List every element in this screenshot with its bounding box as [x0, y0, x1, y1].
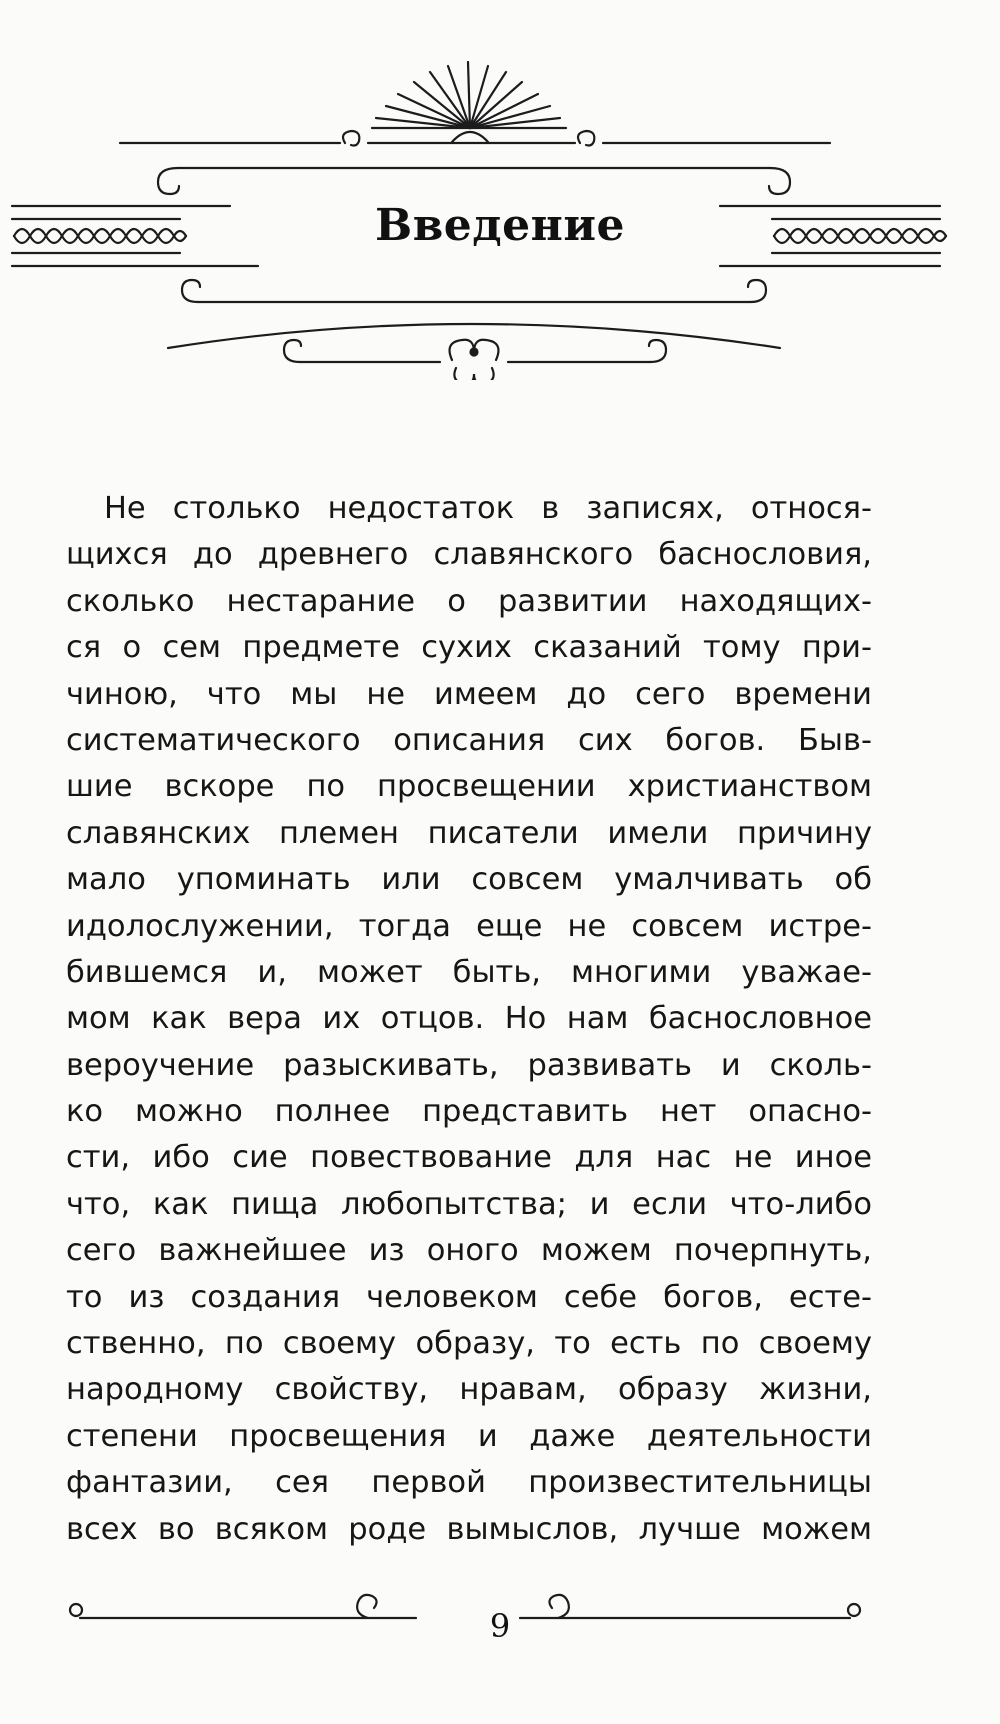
text-line: фантазии, сея первой произвестительницы	[66, 1465, 872, 1501]
text-line: всех во всяком роде вымыслов, лучше можем	[66, 1511, 872, 1547]
text-line: ся о сем предмете сухих сказаний тому при-	[66, 630, 872, 666]
text-line: бившемся и, может быть, многими уважае-	[66, 954, 872, 990]
text-line: чиною, что мы не имеем до сего времени	[66, 676, 872, 712]
text-line: народному свойству, нравам, образу жизни,	[66, 1372, 872, 1408]
page-title: Введение	[375, 200, 625, 251]
text-line: то из создания человеком себе богов, есте-	[66, 1279, 872, 1315]
text-line: ко можно полнее представить нет опасно-	[66, 1094, 872, 1130]
text-line: сти, ибо сие повествование для нас не иное	[66, 1140, 872, 1176]
text-line: сколько нестарание о развитии находящих-	[66, 583, 872, 619]
text-line: шие вскоре по просвещении христианством	[66, 769, 872, 805]
page-number: 9	[489, 1607, 511, 1645]
text-line: сего важнейшее из оного можем почерпнуть,	[66, 1233, 872, 1269]
text-line: степени просвещения и даже деятельности	[66, 1418, 872, 1454]
text-line: систематического описания сих богов. Быв-	[66, 722, 872, 758]
text-line: что, как пища любопытства; и если что-либо	[66, 1186, 872, 1222]
text-line: идолослужении, тогда еще не совсем истре-	[66, 908, 872, 944]
text-line: Не столько недостаток в записях, относя-	[104, 491, 872, 526]
text-line: мало упоминать или совсем умалчивать об	[66, 862, 872, 898]
text-line: славянских племен писатели имели причину	[66, 815, 872, 851]
text-line: ственно, по своему образу, то есть по своему	[66, 1326, 872, 1362]
text-line: мом как вера их отцов. Но нам баснословное	[66, 1001, 872, 1037]
text-line: вероучение разыскивать, развивать и сколь-	[66, 1047, 872, 1083]
text-line: щихся до древнего славянского баснословия,	[66, 537, 872, 573]
